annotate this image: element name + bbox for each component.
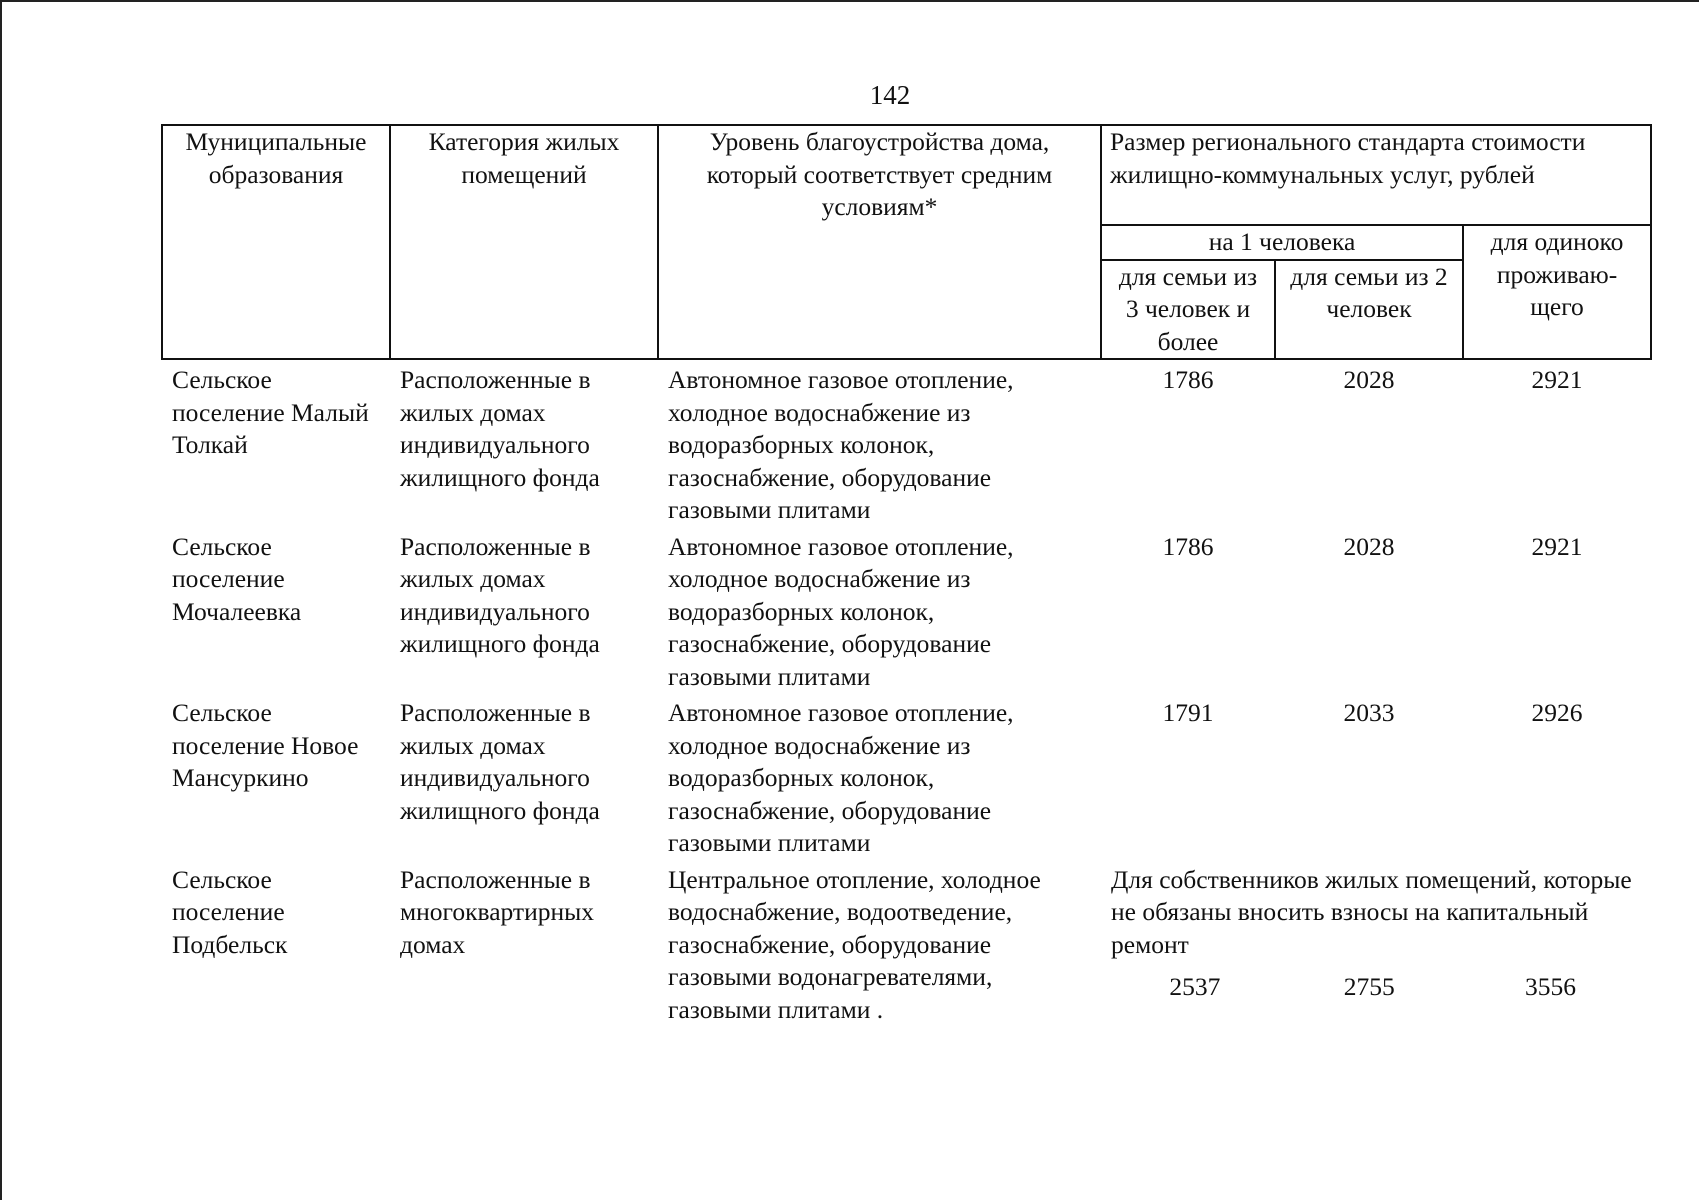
cell-single: 2921 bbox=[1531, 365, 1583, 394]
cell-single: 2926 bbox=[1531, 698, 1583, 727]
cell-standard-group bbox=[1101, 860, 1651, 1027]
cell-municipality: Сельское поселение Мочалеевка bbox=[172, 531, 302, 626]
cell-family3: 1791 bbox=[1162, 698, 1214, 727]
table-row bbox=[162, 527, 1651, 694]
header-single: для одиноко проживаю-щего bbox=[1463, 225, 1651, 359]
cell-family2: 2028 bbox=[1343, 365, 1395, 394]
cell-level: Автономное газовое отопление, холодное водоснабжение из водоразборных колонок, газоснабжение, оборудование газовыми плитами bbox=[668, 365, 1014, 524]
cell-family2: 2033 bbox=[1343, 698, 1395, 727]
scan-edge-left bbox=[0, 0, 2, 1200]
page-number: 142 bbox=[869, 80, 911, 110]
cell-municipality: Сельское поселение Малый Толкай bbox=[172, 365, 369, 459]
cell-family3: 1786 bbox=[1162, 531, 1214, 561]
header-family2: для семьи из 2 человек bbox=[1275, 260, 1463, 360]
cell-municipality: Сельское поселение Подбельск bbox=[172, 864, 288, 959]
housing-standard-table bbox=[161, 124, 1652, 1026]
cell-family3: 1786 bbox=[1162, 365, 1214, 394]
values-line bbox=[1111, 971, 1641, 1004]
cell-level: Автономное газовое отопление, холодное водоснабжение из водоразборных колонок, газоснабжение, оборудование газовыми плитами bbox=[668, 531, 1014, 691]
header-municipality: Муниципальные образования bbox=[162, 125, 390, 359]
cell-level: Автономное газовое отопление, холодное водоснабжение из водоразборных колонок, газоснабжение, оборудование газовыми плитами bbox=[668, 698, 1014, 857]
header-category: Категория жилых помещений bbox=[390, 125, 658, 359]
table-row bbox=[162, 693, 1651, 860]
table-row bbox=[162, 860, 1651, 1027]
cell-single: 3556 bbox=[1524, 972, 1576, 1001]
table-row bbox=[162, 359, 1651, 527]
cell-category: Расположенные в жилых домах индивидуального жилищного фонда bbox=[400, 698, 600, 825]
header-level: Уровень благоустройства дома, который соответствует средним условиям* bbox=[658, 125, 1101, 359]
header-standard: Размер регионального стандарта стоимости жилищно-коммунальных услуг, рублей bbox=[1101, 125, 1651, 225]
header-per-person: на 1 человека bbox=[1101, 225, 1463, 260]
cell-single: 2921 bbox=[1531, 531, 1583, 561]
scan-edge-top bbox=[0, 0, 1699, 2]
cell-municipality: Сельское поселение Новое Мансуркино bbox=[172, 698, 359, 792]
owners-note: Для собственников жилых помещений, которые не обязаны вносить взносы на капитальный ремонт bbox=[1111, 864, 1632, 959]
cell-family3: 2537 bbox=[1169, 972, 1221, 1001]
cell-level: Центральное отопление, холодное водоснабжение, водоотведение, газоснабжение, оборудование газовыми водонагревателями, газовыми плитами . bbox=[668, 864, 1041, 1024]
cell-category: Расположенные в многоквартирных домах bbox=[400, 864, 595, 959]
cell-category: Расположенные в жилых домах индивидуального жилищного фонда bbox=[400, 531, 600, 658]
cell-family2: 2755 bbox=[1343, 972, 1395, 1001]
cell-family2: 2028 bbox=[1343, 531, 1395, 561]
header-family3: для семьи из 3 человек и более bbox=[1101, 260, 1275, 360]
cell-category: Расположенные в жилых домах индивидуального жилищного фонда bbox=[400, 365, 600, 492]
